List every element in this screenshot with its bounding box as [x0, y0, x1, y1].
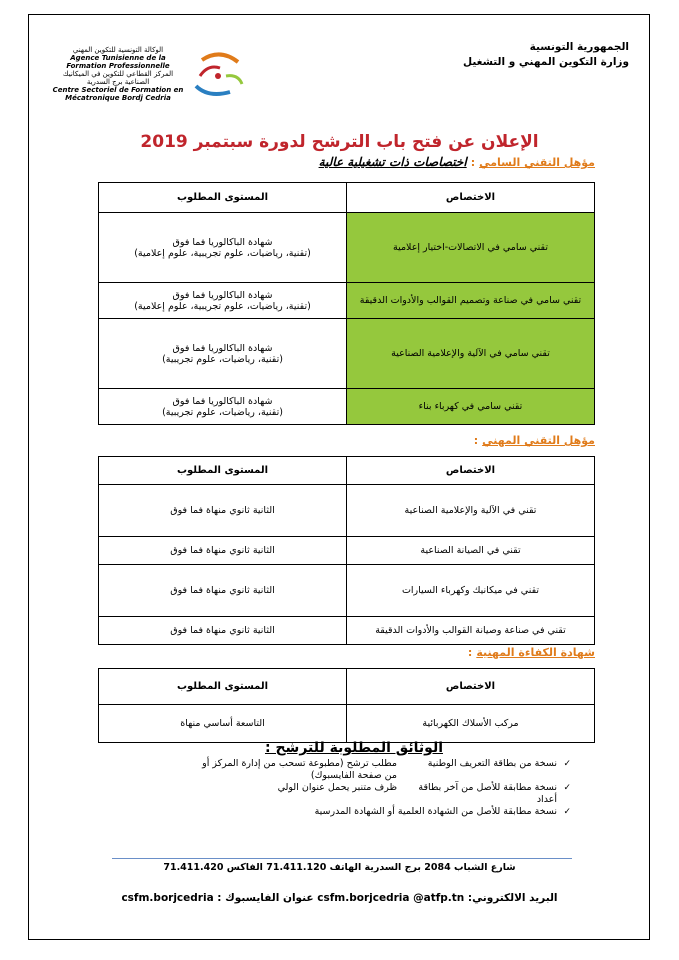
- spec-cell: مركب الأسلاك الكهربائية: [347, 705, 595, 743]
- section-1-heading: [319, 155, 595, 169]
- document-item: مطلب ترشح (مطبوعة تسحب من إدارة المركز أو: [202, 758, 397, 769]
- table-row: [99, 565, 595, 617]
- check-icon: [557, 770, 571, 782]
- footer-divider: [112, 858, 572, 859]
- level-line-1: شهادة الباكالوريا فما فوق: [172, 289, 273, 301]
- check-icon: ✓: [563, 783, 571, 793]
- col-header-spec: الاختصاص: [347, 183, 595, 213]
- spec-cell: تقني سامي في الاتصالات-اختيار إعلامية: [347, 213, 595, 283]
- table-professional-competence: [98, 668, 595, 743]
- table-row: [99, 389, 595, 425]
- document-item: [397, 770, 557, 782]
- section-2-heading: [470, 434, 595, 447]
- level-line-2: (تقنية، رياضيات، علوم تجريبية): [162, 353, 283, 365]
- check-icon: ✓: [563, 759, 571, 769]
- section-3-heading: [464, 646, 595, 659]
- table-row: [99, 213, 595, 283]
- spec-cell: تقني سامي في الآلية والإعلامية الصناعية: [347, 319, 595, 389]
- section-1-subtitle: اختصاصات ذات تشغيلية عالية: [318, 155, 467, 169]
- agency-block: [52, 46, 184, 102]
- level-cell: الثانية ثانوي منهاة فما فوق: [99, 537, 347, 565]
- spec-cell: تقني في الصيانة الصناعية: [347, 537, 595, 565]
- check-icon: ✓: [563, 807, 571, 817]
- ministry-line-1: الجمهورية التونسية: [529, 41, 629, 53]
- center-name-fr: Centre Sectoriel de Formation en Mécatronique Bordj Cedria: [52, 86, 184, 102]
- level-line-2: (تقنية، رياضيات، علوم تجريبية، علوم إعلامية): [134, 247, 311, 259]
- atfp-logo-icon: [186, 46, 250, 100]
- list-item: [101, 770, 571, 782]
- table-row: [99, 283, 595, 319]
- document-item: [101, 806, 315, 818]
- level-cell: [99, 213, 347, 283]
- level-line-1: شهادة الباكالوريا فما فوق: [172, 395, 273, 407]
- level-cell: [99, 389, 347, 425]
- col-header-level: المستوى المطلوب: [99, 183, 347, 213]
- section-1-label: مؤهل التقني السامي: [479, 156, 595, 169]
- document-item: نسخة من بطاقة التعريف الوطنية: [427, 758, 557, 769]
- level-line-2: (تقنية، رياضيات، علوم تجريبية، علوم إعلامية): [134, 300, 311, 312]
- table-senior-technician: [98, 182, 595, 425]
- ministry-block: [429, 40, 629, 70]
- level-cell: الثانية ثانوي منهاة فما فوق: [99, 485, 347, 537]
- section-1-separator: :: [470, 156, 476, 169]
- spec-cell: تقني سامي في كهرباء بناء: [347, 389, 595, 425]
- table-row: [99, 705, 595, 743]
- col-header-level: المستوى المطلوب: [99, 669, 347, 705]
- footer-address: شارع الشباب 2084 برج السدرية الهاتف 71.411.120 الفاكس 71.411.420: [163, 862, 516, 873]
- col-header-level: المستوى المطلوب: [99, 457, 347, 485]
- footer-contact: البريد الالكتروني: csfm.borjcedria @atfp.tn عنوان الفايسبوك : csfm.borjcedria: [121, 892, 558, 904]
- list-item: [101, 782, 571, 806]
- document-item: من صفحة الفايسبوك): [310, 770, 397, 781]
- col-header-spec: الاختصاص: [347, 457, 595, 485]
- level-cell: [99, 283, 347, 319]
- table-row: [99, 485, 595, 537]
- level-cell: التاسعة أساسي منهاة: [99, 705, 347, 743]
- center-name-ar: المركز القطاعي للتكوين في الميكانيك الصناعية برج السدرية: [62, 70, 174, 86]
- level-cell: الثانية ثانوي منهاة فما فوق: [99, 617, 347, 645]
- list-item: [101, 758, 571, 770]
- spec-cell: تقني في صناعة وصيانة القوالب والأدوات الدقيقة: [347, 617, 595, 645]
- table-row: [99, 617, 595, 645]
- table-row: [99, 537, 595, 565]
- table-technician: [98, 456, 595, 645]
- col-header-spec: الاختصاص: [347, 669, 595, 705]
- document-item: ظرف متنبر يحمل عنوان الولي: [277, 782, 397, 793]
- list-item: [101, 806, 571, 818]
- document-item: نسخة مطابقة للأصل من الشهادة العلمية أو الشهادة المدرسية: [314, 806, 557, 817]
- document-item: نسخة مطابقة للأصل من آخر بطاقة أعداد: [418, 782, 557, 805]
- level-cell: الثانية ثانوي منهاة فما فوق: [99, 565, 347, 617]
- spec-cell: تقني سامي في صناعة وتصميم القوالب والأدوات الدقيقة: [347, 283, 595, 319]
- agency-name-ar: الوكالة التونسية للتكوين المهني: [72, 46, 164, 54]
- spec-cell: تقني في الآلية والإعلامية الصناعية: [347, 485, 595, 537]
- level-line-2: (تقنية، رياضيات، علوم تجريبية): [162, 406, 283, 418]
- agency-name-fr: Agence Tunisienne de la Formation Professionnelle: [66, 54, 170, 70]
- section-2-separator: :: [473, 434, 479, 447]
- level-line-1: شهادة الباكالوريا فما فوق: [172, 342, 273, 354]
- ministry-line-2: وزارة التكوين المهني و التشغيل: [463, 56, 629, 68]
- section-3-label: شهادة الكفاءة المهنية: [476, 646, 595, 659]
- documents-list: [101, 758, 571, 818]
- section-3-separator: :: [467, 646, 473, 659]
- section-2-label: مؤهل التقني المهني: [482, 434, 595, 447]
- announcement-title: الإعلان عن فتح باب الترشح لدورة سبتمبر 2019: [140, 132, 539, 152]
- spec-cell: تقني في ميكانيك وكهرباء السيارات: [347, 565, 595, 617]
- level-line-1: شهادة الباكالوريا فما فوق: [172, 236, 273, 248]
- table-row: [99, 319, 595, 389]
- level-cell: [99, 319, 347, 389]
- documents-heading: الوثائق المطلوبة للترشح :: [264, 740, 443, 756]
